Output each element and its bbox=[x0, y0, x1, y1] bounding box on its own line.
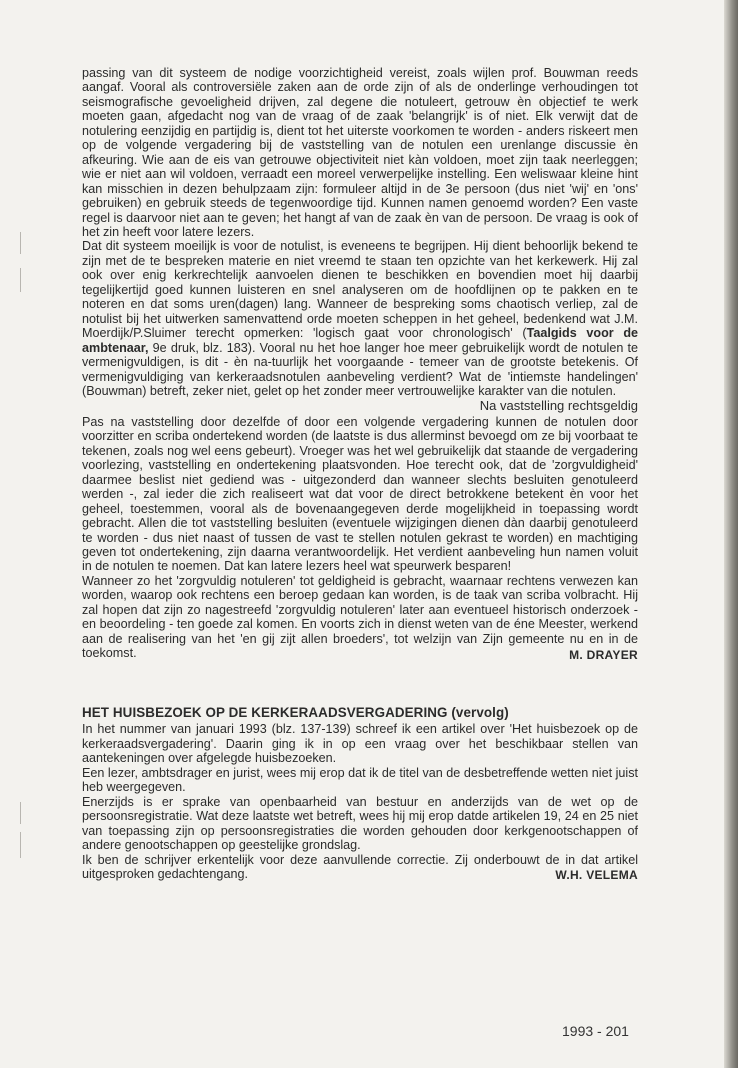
margin-mark bbox=[20, 268, 31, 292]
author-signature: W.H. VELEMA bbox=[555, 868, 638, 883]
paragraph: Een lezer, ambtsdrager en jurist, wees mij erop dat ik de titel van de desbetreffende wetten niet juist heb weergegeven. bbox=[82, 765, 638, 795]
article-title: HET HUISBEZOEK OP DE KERKERAADSVERGADERING (vervolg) bbox=[82, 705, 509, 721]
book-title: Taalgids voor de ambtenaar, bbox=[82, 326, 639, 355]
author-signature: M. DRAYER bbox=[569, 647, 638, 662]
paragraph: passing van dit systeem de nodige voorzichtigheid vereist, zoals wijlen prof. Bouwman reeds aangaf. Vooral als controversiële zaken aan de orde zijn of als de onderlinge verhoudingen tot seismografische gevoeligheid drijven, zal degene die notuleert, getrouw èn objectief te werk moeten gaan, afgedacht nog van de vraag of de zaak 'belangrijk' is of niet. Elk verwijt dat de notulering eenzijdig en partijdig is, dient tot het uiterste voorkomen te worden - anders riskeert men op de volgende vergadering bij de vaststelling van de notulen een urenlange discussie èn afkeuring. Wie aan de eis van getrouwe objectiviteit niet kàn voldoen, moet zijn taak neerleggen; wie er niet aan wil voldoen, verraadt een moreel verwerpelijke instelling. Een weliswaar kleine hint kan misschien in dezen behulpzaam zijn: formuleer altijd in de 3e persoon (dus niet 'wij' en 'ons' gebruiken) en gebruik steeds de tegenwoordige tijd. Kunnen namen genoemd worden? Een vaste regel is daarvoor niet aan te geven; het hangt af van de zaak èn van de persoon. De vraag is ook of het zin heeft voor latere lezers. bbox=[82, 66, 638, 239]
article-huisbezoek bbox=[82, 706, 638, 883]
page-body bbox=[82, 66, 638, 883]
paragraph-text: Dat dit systeem moeilijk is voor de notulist, is eveneens te begrijpen. Hij dient behoorlijk bekend te zijn met de te bespreken materie en niet vreemd te staan ten opzichte van het kerkewerk. Hij zal ook over enig kerkrechtelijk aanvoelen dienen te beschikken en bovendien moet hij daarbij tegelijkertijd goed kunnen luisteren en snel analyseren om de hoofdlijnen op te pakken en te noteren en dat soms uren(dagen) lang. Wanneer de bespreking soms chaotisch verliep, zal de notulist bij het uitwerken samenvattend orde moeten scheppen in het geheel, bedenkend wat J.M. Moerdijk/P.Sluimer terecht opmerken: 'logisch gaat voor chronologisch' ( bbox=[82, 239, 638, 341]
margin-mark bbox=[20, 802, 31, 824]
paragraph-text: 9e druk, blz. 183). Vooral nu het hoe langer hoe meer gebruikelijk wordt de notulen te vermenigvuldigen, is dit - èn na-tuurlijk het voorgaande - temeer van de grootste betekenis. Of vermenigvuldiging van kerkeraadsnotulen aanbeveling verdient? Wat de 'intiemste handelingen' (Bouwman) betreft, zeker niet, gelet op het zonder meer vertrouwelijke karakter van die notulen. bbox=[82, 340, 638, 398]
margin-mark bbox=[20, 832, 31, 858]
page-number: 1993 - 201 bbox=[562, 1023, 629, 1039]
binding-edge bbox=[724, 0, 738, 1068]
paragraph: Ik ben de schrijver erkentelijk voor deze aanvullende correctie. Zij onderbouwt de in dat artikel uitgesproken gedachtengang. bbox=[82, 852, 638, 882]
article-notulen bbox=[82, 66, 638, 662]
paragraph: Enerzijds is er sprake van openbaarheid van bestuur en anderzijds van de wet op de persoonsregistratie. Wat deze laatste wet betreft, wees hij mij erop datde artikelen 19, 24 en 25 niet van toepassing zijn op persoonsregistraties die worden gehouden door kerkgenootschappen of andere genootschappen op geestelijke grondslag. bbox=[82, 794, 638, 853]
paragraph: Pas na vaststelling door dezelfde of door een volgende vergadering kunnen de notulen door voorzitter en scriba ondertekend worden (de laatste is dus allerminst bevoegd om ze bij voorbaat te tekenen, zoals nog wel eens gebeurt). Vroeger was het wel gebruikelijk dat staande de vergadering voorlezing, vaststelling en ondertekening plaatsvonden. Hoe terecht ook, dat de 'zorgvuldigheid' daarmee beslist niet gediend was - uitgezonderd dan wanneer slechts besluiten genotuleerd werden -, zal ieder die zich realiseert wat dat voor de direct betrokkene betekent èn voor het geheel, toestemmen, vooral als de bovenaangegeven derde mogelijkheid in toepassing wordt gebracht. Allen die tot vaststelling besluiten (eventuele wijzigingen dienen dàn daarbij genotuleerd te worden - dus niet naast of tussen de vast te stellen notulen gekrast te worden) en machtiging geven tot ondertekening, zijn daarna verantwoordelijk. Het verdient aanbeveling hun namen voluit in de notulen te noemen. Dat kan latere lezers heel wat speurwerk besparen! bbox=[82, 414, 638, 574]
section-subheading: Na vaststelling rechtsgeldig bbox=[479, 398, 638, 414]
paragraph: In het nummer van januari 1993 (blz. 137-139) schreef ik een artikel over 'Het huisbezoek op de kerkeraadsvergadering'. Daarin ging ik in op een vraag over het beschikbaar stellen van aantekeningen over afgelegde huisbezoeken. bbox=[82, 722, 638, 766]
paragraph: Wanneer zo het 'zorgvuldig notuleren' tot geldigheid is gebracht, waarnaar rechtens verwezen kan worden, waarop ook rechtens een beroep gedaan kan worden, is de taak van scriba volbracht. Hij zal hopen dat zijn zo nagestreefd 'zorgvuldig notuleren' later aan eventueel historisch onderzoek - en beoordeling - ten goede zal komen. En voorts zich in dienst weten van de éne Meester, werkend aan de realisering van het 'en gij zijt allen broeders', tot welzijn van Zijn gemeente nu en in de toekomst. bbox=[82, 573, 638, 661]
paragraph bbox=[82, 239, 638, 398]
margin-mark bbox=[20, 232, 31, 254]
